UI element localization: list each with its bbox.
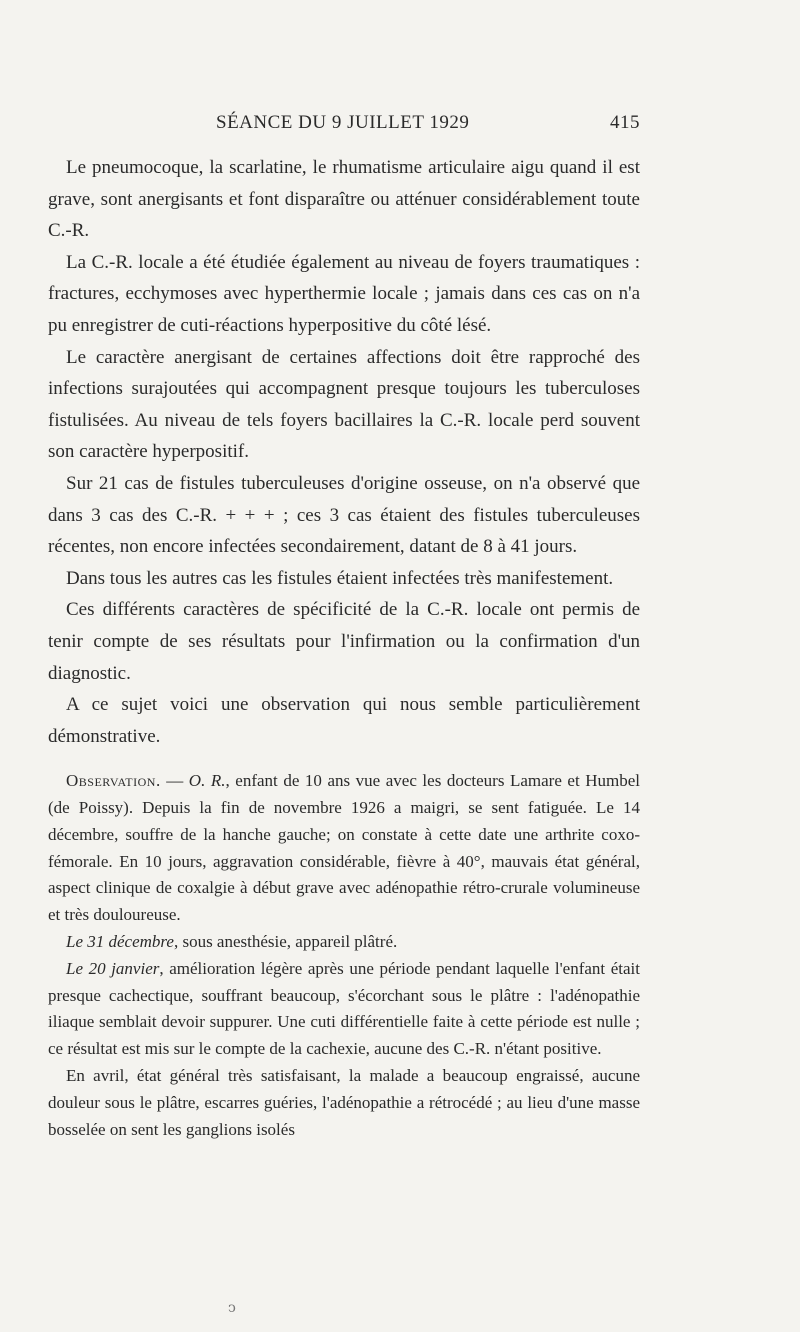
paragraph: Le caractère anergisant de certaines affections doit être rapproché des infections surajoutées qui accompagnent presque toujours les tuberculoses fistulisées. Au niveau de tels foyers bacillaires la C.-R. locale perd souvent son caractère hyperpositif. (48, 346, 640, 463)
entry-date: Le 31 décembre (66, 932, 174, 952)
main-text (48, 152, 640, 752)
paragraph: Ces différents caractères de spécificité de la C.-R. locale ont permis de tenir compte de ses résultats pour l'infirmation ou la confirmation d'un diagnostic. (48, 599, 640, 684)
patient-name: O. R. (188, 771, 226, 791)
paragraph: Le pneumocoque, la scarlatine, le rhumatisme articulaire aigu quand il est grave, sont anergisants et font disparaître ou atténuer considérablement toute C.-R. (48, 157, 640, 242)
paragraph: La C.-R. locale a été étudiée également au niveau de foyers traumatiques : fractures, ecchymoses avec hyperthermie locale ; jamais dans ces cas on n'a pu enregistrer de cuti-réactions hyperpositive du côté lésé. (48, 251, 640, 336)
observation-dash: — (160, 771, 189, 791)
entry-date: Le 20 janvier (66, 958, 160, 978)
paragraph: Dans tous les autres cas les fistules étaient infectées très manifestement. (66, 567, 614, 589)
page-body (48, 152, 640, 1143)
paragraph: Sur 21 cas de fistules tuberculeuses d'origine osseuse, on n'a observé que dans 3 cas des C.-R. + + + ; ces 3 cas étaient des fistules tuberculeuses récentes, non encore infectées secondairement, datant de 8 à 41 jours. (48, 472, 640, 558)
observation-intro-text: , enfant de 10 ans vue avec les docteurs Lamare et Humbel (de Poissy). Depuis la fin de novembre 1926 a maigri, se sent fatiguée. Le 14 décembre, souffre de la hanche gauche; on constate à cette date une arthrite coxo-fémorale. En 10 jours, aggravation considérable, fièvre à 40°, mauvais état général, aspect clinique de coxalgie à début grave avec adénopathie rétro-crurale volumineuse et très douloureuse. (48, 771, 641, 925)
observation-label: Observation. (66, 771, 161, 791)
running-title: SÉANCE DU 9 JUILLET 1929 (216, 112, 470, 133)
page-number: 415 (610, 112, 640, 133)
observation-entry: En avril, état général très satisfaisant, la malade a beaucoup engraissé, aucune douleur sous le plâtre, escarres guéries, l'adénopathie a rétrocédé ; au lieu d'une masse bosselée on sent les ganglions isolés (48, 1066, 640, 1139)
footer-mark: ↄ (228, 1300, 236, 1316)
entry-text: , amélioration légère après une période pendant laquelle l'enfant était presque cachectique, souffrant beaucoup, s'écorchant sous le plâtre : l'adénopathie iliaque semblait devoir suppurer. Une cuti différentielle faite à cette période est nulle ; ce résultat est mis sur le compte de la cachexie, aucune des C.-R. n'étant positive. (48, 958, 640, 1059)
observation-intro (48, 768, 640, 929)
observation-entry (48, 956, 640, 1063)
observation-block (48, 768, 640, 1143)
paragraph: A ce sujet voici une observation qui nous semble particulièrement démonstrative. (48, 694, 640, 747)
entry-text: , sous anesthésie, appareil plâtré. (173, 932, 398, 952)
observation-entry (48, 929, 640, 956)
